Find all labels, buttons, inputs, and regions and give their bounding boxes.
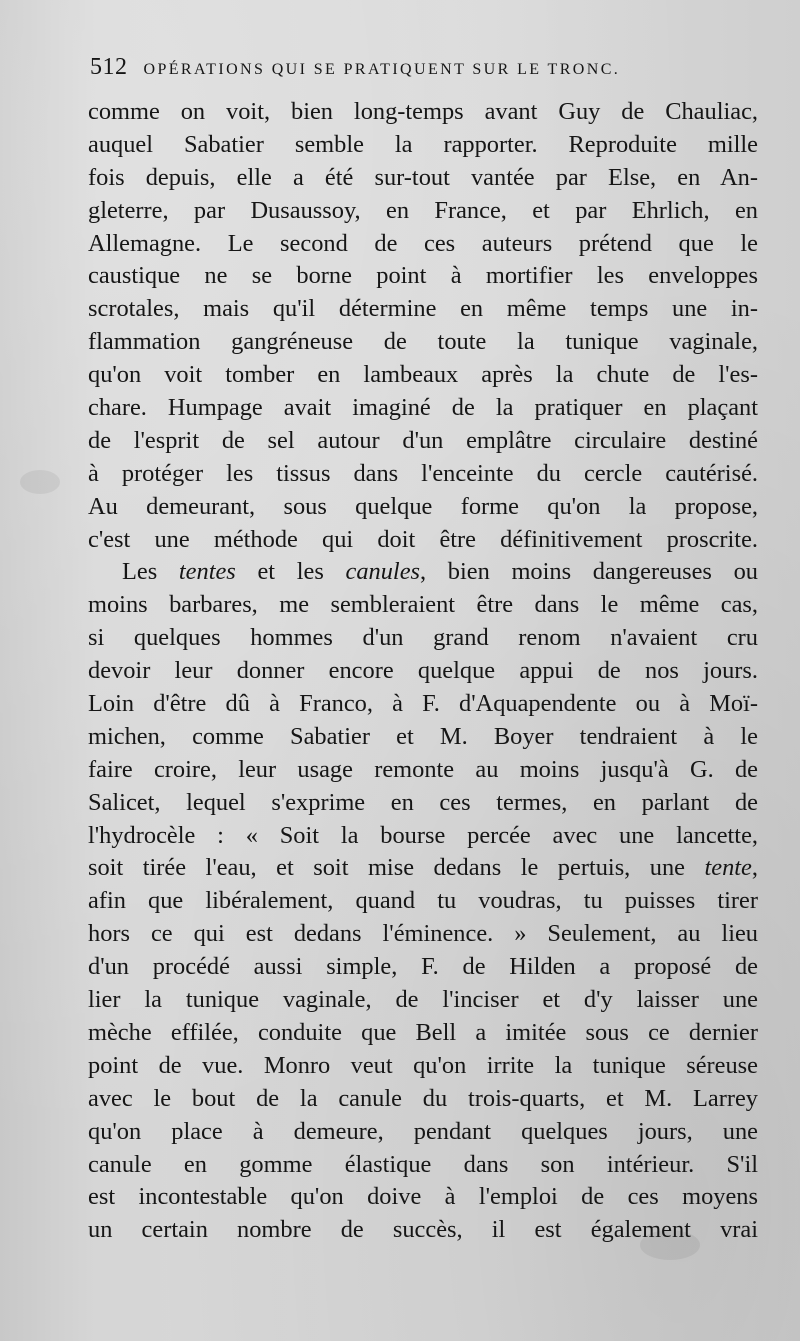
text-line: auquel Sabatier semble la rapporter. Reproduite mille bbox=[88, 130, 758, 158]
text-line: gleterre, par Dusaussoy, en France, et par Ehrlich, en bbox=[88, 196, 758, 224]
text-line: devoir leur donner encore quelque appui de nos jours. bbox=[88, 657, 758, 685]
text-line: mèche effilée, conduite que Bell a imitée sous ce dernier bbox=[88, 1018, 758, 1046]
text-line: c'est une méthode qui doit être définitivement proscrite. bbox=[88, 525, 758, 553]
text-line: Allemagne. Le second de ces auteurs prétend que le bbox=[88, 229, 758, 257]
text-line: lier la tunique vaginale, de l'inciser et d'y laisser une bbox=[88, 986, 758, 1014]
text-line: d'un procédé aussi simple, F. de Hilden a proposé de bbox=[88, 953, 758, 981]
paragraph-start-line bbox=[88, 556, 758, 589]
running-head bbox=[90, 54, 730, 86]
text-line: si quelques hommes d'un grand renom n'avaient cru bbox=[88, 624, 758, 652]
text-line: point de vue. Monro veut qu'on irrite la tunique séreuse bbox=[88, 1051, 758, 1079]
text-run: Les bbox=[122, 558, 179, 586]
text-run: , bbox=[751, 854, 758, 882]
italic-term-tente: tente bbox=[704, 854, 752, 882]
text-line: Salicet, lequel s'exprime en ces termes, en parlant de bbox=[88, 788, 758, 816]
text-line: afin que libéralement, quand tu voudras, tu puisses tirer bbox=[88, 887, 758, 915]
text-line: canule en gomme élastique dans son intérieur. S'il bbox=[88, 1150, 758, 1178]
text-line bbox=[88, 852, 758, 885]
text-line: caustique ne se borne point à mortifier les enveloppes bbox=[88, 262, 758, 290]
text-line: scrotales, mais qu'il détermine en même temps une in- bbox=[88, 295, 758, 323]
text-line: flammation gangréneuse de toute la tunique vaginale, bbox=[88, 328, 758, 356]
text-line: faire croire, leur usage remonte au moins jusqu'à G. de bbox=[88, 755, 758, 783]
text-line: Loin d'être dû à Franco, à F. d'Aquapendente ou à Moï- bbox=[88, 690, 758, 718]
page-number: 512 bbox=[90, 54, 128, 80]
text-line: michen, comme Sabatier et M. Boyer tendraient à le bbox=[88, 722, 758, 750]
text-line: de l'esprit de sel autour d'un emplâtre circulaire destiné bbox=[88, 426, 758, 454]
text-line: chare. Humpage avait imaginé de la pratiquer en plaçant bbox=[88, 394, 758, 422]
text-line: avec le bout de la canule du trois-quarts, et M. Larrey bbox=[88, 1084, 758, 1112]
body-text bbox=[88, 96, 758, 1247]
text-line: Au demeurant, sous quelque forme qu'on la propose, bbox=[88, 492, 758, 520]
text-line: un certain nombre de succès, il est également vrai bbox=[88, 1216, 758, 1244]
text-line: qu'on place à demeure, pendant quelques jours, une bbox=[88, 1117, 758, 1145]
text-line: à protéger les tissus dans l'enceinte du cercle cautérisé. bbox=[88, 459, 758, 487]
italic-term-canules: canules bbox=[345, 558, 421, 586]
paper-stain bbox=[20, 470, 60, 494]
text-run: soit tirée l'eau, et soit mise dedans le pertuis, une bbox=[88, 854, 705, 882]
text-line: fois depuis, elle a été sur-tout vantée par Else, en An- bbox=[88, 163, 758, 191]
running-title: OPÉRATIONS QUI SE PRATIQUENT SUR LE TRONC. bbox=[143, 61, 621, 78]
text-line: hors ce qui est dedans l'éminence. » Seulement, au lieu bbox=[88, 920, 758, 948]
text-line: l'hydrocèle : « Soit la bourse percée avec une lancette, bbox=[88, 821, 758, 849]
text-run: et les bbox=[235, 558, 346, 586]
text-line: moins barbares, me sembleraient être dans le même cas, bbox=[88, 591, 758, 619]
italic-term-tentes: tentes bbox=[178, 558, 236, 586]
text-line: qu'on voit tomber en lambeaux après la chute de l'es- bbox=[88, 361, 758, 389]
text-run: , bien moins dangereuses ou bbox=[420, 558, 758, 586]
text-line: comme on voit, bien long-temps avant Guy de Chauliac, bbox=[88, 98, 758, 125]
text-line: est incontestable qu'on doive à l'emploi de ces moyens bbox=[88, 1183, 758, 1211]
